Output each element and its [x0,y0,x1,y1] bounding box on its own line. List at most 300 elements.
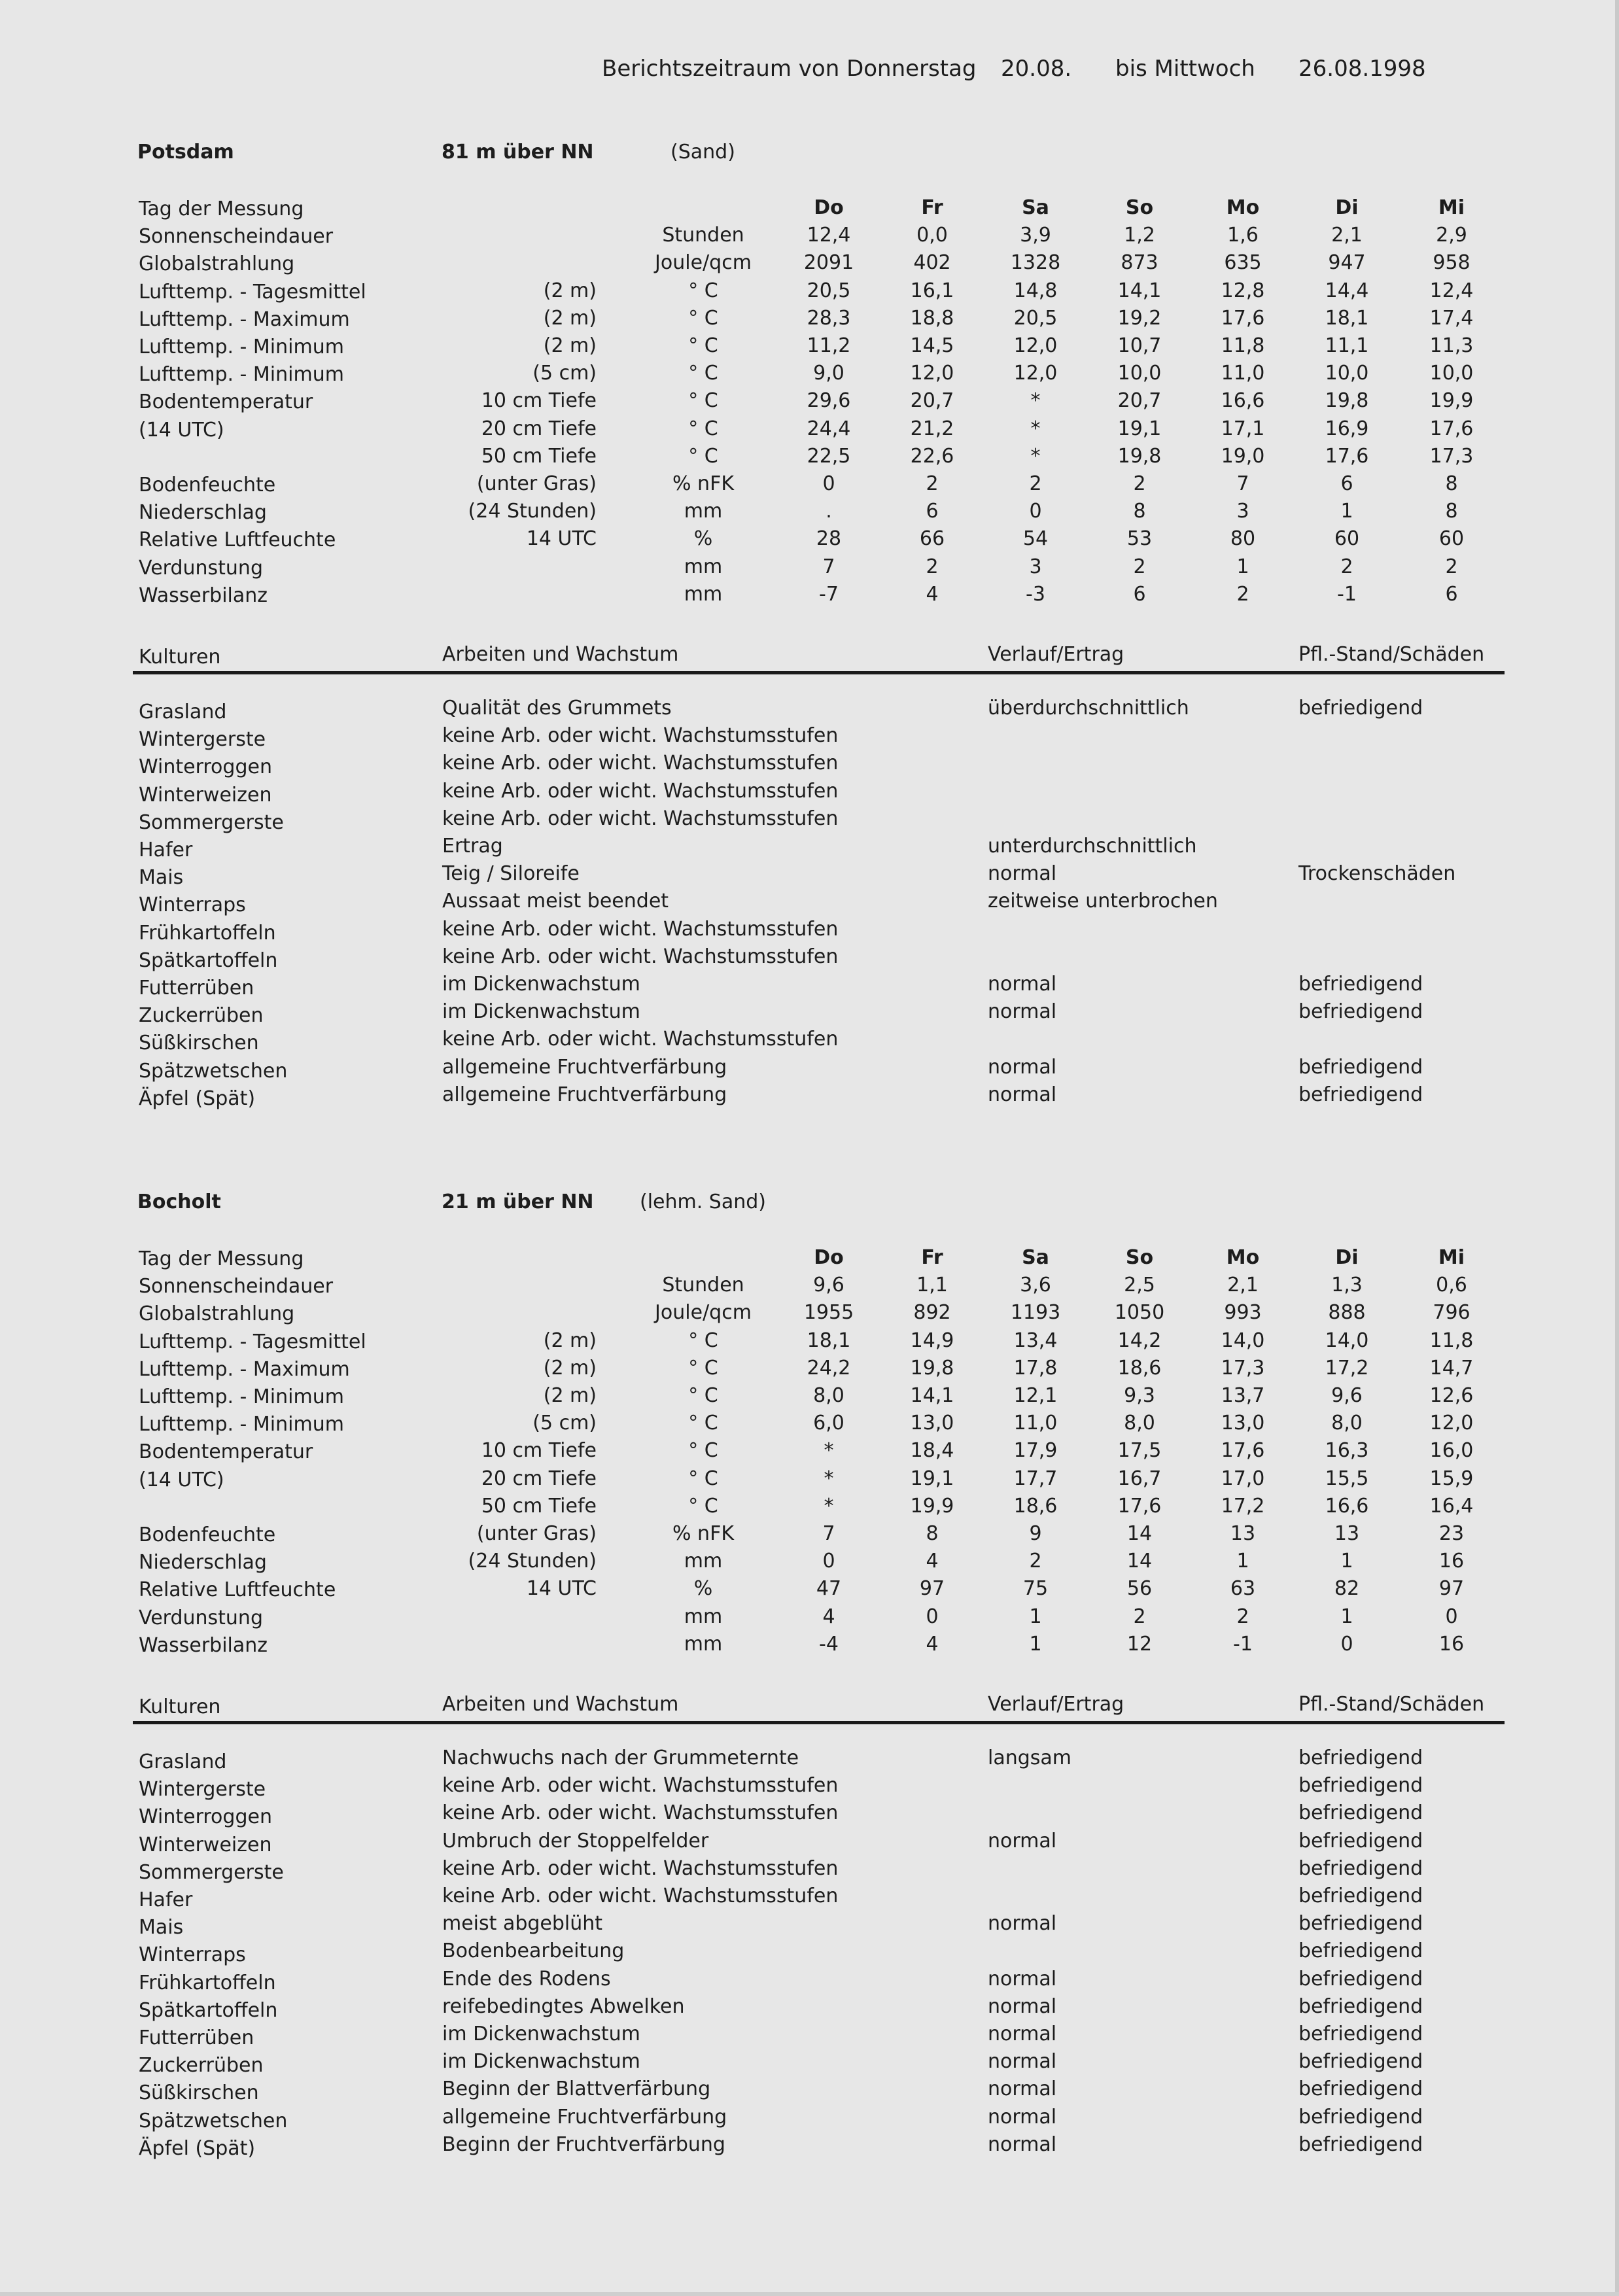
measure-value: 3,9 [1020,224,1051,247]
measure-unit: mm [684,1633,723,1656]
measure-value: 14,7 [1429,1357,1474,1380]
measure-unit: Joule/qcm [655,1301,752,1324]
crop-work: Beginn der Blattverfärbung [442,2078,711,2100]
measure-value: 18,6 [1117,1357,1162,1380]
measure-value: -3 [1026,583,1045,606]
measure-label: Lufttemp. - Minimum [139,363,344,386]
station-name: Potsdam [137,141,234,164]
measure-value: 17,6 [1325,445,1369,468]
measure-value: 6,0 [813,1412,844,1435]
crop-name: Zuckerrüben [139,1004,264,1027]
crop-name: Äpfel (Spät) [139,2137,256,2160]
measure-value: 16,9 [1325,417,1369,440]
measure-label: Relative Luftfeuchte [139,529,336,551]
measure-value: 17,4 [1429,307,1474,330]
measure-value: 873 [1121,251,1158,274]
measure-label: Bodenfeuchte [139,474,276,496]
crop-state: befriedigend [1298,2133,1423,2156]
measure-value: 60 [1334,527,1360,550]
measure-value: 20,5 [1013,307,1058,330]
day-header-mi: Mi [1438,1246,1465,1269]
crop-work: Beginn der Fruchtverfärbung [442,2133,725,2156]
measure-value: 12,0 [910,362,954,385]
measure-value: 17,3 [1429,445,1474,468]
measure-label: Lufttemp. - Minimum [139,1385,344,1408]
measure-value: 14,1 [1117,279,1162,302]
measure-condition: 50 cm Tiefe [481,445,597,468]
measure-value: 17,3 [1221,1357,1265,1380]
crop-name: Winterraps [139,1943,246,1966]
measure-value: 16,6 [1325,1495,1369,1518]
day-header-so: So [1125,196,1154,219]
measure-condition: (unter Gras) [476,472,597,495]
measure-value: 2 [1133,1605,1146,1628]
measure-value: 0,0 [916,224,948,247]
day-header-di: Di [1335,1246,1359,1269]
day-header-sa: Sa [1022,1246,1049,1269]
day-header-do: Do [814,196,844,219]
measure-value: 8,0 [1331,1412,1363,1435]
crop-name: Winterweizen [139,784,272,807]
measure-value: 97 [919,1577,945,1600]
crop-state: befriedigend [1298,697,1423,720]
measure-value: 958 [1433,251,1471,274]
day-header-label: Tag der Messung [139,198,304,220]
measure-value: 17,2 [1325,1357,1369,1380]
measure-label: Lufttemp. - Tagesmittel [139,281,366,304]
crop-work: keine Arb. oder wicht. Wachstumsstufen [442,918,839,941]
measure-value: 7 [822,555,835,578]
crop-state: befriedigend [1298,2106,1423,2129]
crop-name: Frühkartoffeln [139,922,276,945]
measure-value: 10,0 [1325,362,1369,385]
crop-work: allgemeine Fruchtverfärbung [442,2106,727,2129]
measure-value: 13 [1334,1522,1360,1545]
measure-value: 20,5 [807,279,851,302]
crop-state: befriedigend [1298,1056,1423,1079]
crop-header-rule [133,671,1505,674]
measure-value: 0 [1445,1605,1458,1628]
day-header-sa: Sa [1022,196,1049,219]
measure-condition: 10 cm Tiefe [481,389,597,412]
measure-label: Relative Luftfeuchte [139,1578,336,1601]
measure-value: 14,1 [910,1384,954,1407]
measure-value: 1 [1340,1605,1353,1628]
measure-value: 2,9 [1436,224,1467,247]
measure-label: Lufttemp. - Tagesmittel [139,1331,366,1353]
measure-value: 16,7 [1117,1467,1162,1490]
measure-value: 6 [1445,583,1458,606]
measure-value: 53 [1126,527,1153,550]
measure-value: 21,2 [910,417,954,440]
measure-unit: ° C [688,445,718,468]
crop-trend: normal [988,1830,1057,1852]
measure-value: 2 [1029,472,1042,495]
measure-value: 8,0 [1124,1412,1155,1435]
crop-name: Winterweizen [139,1834,272,1856]
measure-label: Lufttemp. - Maximum [139,1358,350,1381]
crop-trend: normal [988,2106,1057,2129]
crop-work: im Dickenwachstum [442,2023,640,2045]
crop-work: allgemeine Fruchtverfärbung [442,1056,727,1079]
crop-col-header-stand: Pfl.-Stand/Schäden [1298,1693,1485,1716]
crop-name: Mais [139,1916,184,1939]
measure-value: 23 [1438,1522,1465,1545]
crop-state: befriedigend [1298,1857,1423,1880]
measure-value: 2 [1133,555,1146,578]
crop-name: Grasland [139,701,227,723]
measure-value: 13,7 [1221,1384,1265,1407]
measure-condition: (5 cm) [532,1412,597,1435]
measure-unit: Stunden [662,224,744,247]
day-header-label: Tag der Messung [139,1247,304,1270]
measure-unit: ° C [688,1412,718,1435]
crop-name: Winterroggen [139,756,272,778]
measure-value: 1 [1029,1633,1042,1656]
measure-condition: (2 m) [543,334,597,357]
measure-value: 13,0 [1221,1412,1265,1435]
measure-value: 14,8 [1013,279,1058,302]
measure-value: 14 [1126,1550,1153,1573]
measure-label: Wasserbilanz [139,584,268,607]
measure-value: 22,6 [910,445,954,468]
crop-state: befriedigend [1298,1830,1423,1852]
measure-unit: % [693,1577,713,1600]
crop-state: befriedigend [1298,1000,1423,1023]
measure-unit: ° C [688,362,718,385]
measure-label: Verdunstung [139,1607,263,1629]
measure-value: * [824,1439,834,1462]
measure-label: Sonnenscheindauer [139,225,334,248]
measure-value: 66 [919,527,945,550]
measure-value: 12 [1126,1633,1153,1656]
measure-value: 4 [822,1605,835,1628]
crop-name: Spätzwetschen [139,2110,288,2132]
crop-trend: normal [988,2078,1057,2100]
measure-value: 14,4 [1325,279,1369,302]
crop-col-header-verlauf: Verlauf/Ertrag [988,1693,1124,1716]
measure-condition: 20 cm Tiefe [481,417,597,440]
measure-value: 1 [1029,1605,1042,1628]
measure-value: 10,0 [1429,362,1474,385]
measure-value: 10,0 [1117,362,1162,385]
crop-work: keine Arb. oder wicht. Wachstumsstufen [442,807,839,830]
measure-value: 20,7 [1117,389,1162,412]
crop-work: Qualität des Grummets [442,697,672,720]
measure-value: 12,0 [1013,334,1058,357]
crop-name: Frühkartoffeln [139,1972,276,1994]
crop-state: befriedigend [1298,1801,1423,1824]
measure-value: 19,8 [1325,389,1369,412]
measure-value: 17,9 [1013,1439,1058,1462]
day-header-mo: Mo [1226,1246,1260,1269]
crop-col-header-arbeiten: Arbeiten und Wachstum [442,643,679,666]
measure-value: 3 [1236,500,1249,523]
measure-unit: mm [684,500,723,523]
measure-unit: ° C [688,1467,718,1490]
crop-name: Sommergerste [139,811,284,834]
measure-value: 19,1 [910,1467,954,1490]
measure-label: Lufttemp. - Minimum [139,336,344,358]
measure-value: -1 [1233,1633,1253,1656]
measure-value: 17,6 [1221,307,1265,330]
crop-work: im Dickenwachstum [442,973,640,996]
crop-work: im Dickenwachstum [442,1000,640,1023]
measure-value: 29,6 [807,389,851,412]
measure-value: 1,6 [1227,224,1259,247]
measure-value: 22,5 [807,445,851,468]
measure-value: 2 [1029,1550,1042,1573]
measure-value: 19,9 [1429,389,1474,412]
measure-value: 4 [926,1550,939,1573]
measure-unit: ° C [688,1329,718,1352]
crop-name: Futterrüben [139,977,254,1000]
crop-col-header-stand: Pfl.-Stand/Schäden [1298,643,1485,666]
crop-work: keine Arb. oder wicht. Wachstumsstufen [442,752,839,774]
measure-value: 16,4 [1429,1495,1474,1518]
measure-value: 17,8 [1013,1357,1058,1380]
crop-work: Ende des Rodens [442,1968,611,1991]
scan-edge-right [1615,0,1619,2296]
crop-work: Aussaat meist beendet [442,890,669,913]
measure-label: Bodentemperatur [139,1440,313,1463]
measure-value: 1 [1340,1550,1353,1573]
measure-unit: ° C [688,389,718,412]
crop-trend: normal [988,1000,1057,1023]
measure-value: 16 [1438,1550,1465,1573]
measure-label: Globalstrahlung [139,1302,295,1325]
measure-condition: (24 Stunden) [468,1550,597,1573]
measure-value: * [824,1495,834,1518]
measure-value: -1 [1337,583,1357,606]
measure-value: 24,4 [807,417,851,440]
measure-value: 2,5 [1124,1274,1155,1296]
crop-work: keine Arb. oder wicht. Wachstumsstufen [442,945,839,968]
measure-unit: mm [684,1550,723,1573]
crop-state: befriedigend [1298,1968,1423,1991]
measure-value: 17,7 [1013,1467,1058,1490]
measure-value: 10,7 [1117,334,1162,357]
measure-value: 892 [913,1301,951,1324]
measure-value: 1 [1340,500,1353,523]
measure-value: 12,6 [1429,1384,1474,1407]
measure-value: 11,8 [1221,334,1265,357]
crop-name: Winterroggen [139,1805,272,1828]
crop-name: Mais [139,866,184,889]
measure-condition: (2 m) [543,1384,597,1407]
measure-value: 6 [926,500,939,523]
measure-condition: (2 m) [543,279,597,302]
day-header-fr: Fr [921,196,943,219]
crop-work: keine Arb. oder wicht. Wachstumsstufen [442,1857,839,1880]
crop-state: befriedigend [1298,1885,1423,1907]
measure-value: 17,0 [1221,1467,1265,1490]
measure-value: 56 [1126,1577,1153,1600]
measure-unit: Joule/qcm [655,251,752,274]
measure-label: (14 UTC) [139,1469,224,1491]
measure-value: 17,6 [1429,417,1474,440]
measure-value: 14,2 [1117,1329,1162,1352]
measure-value: 82 [1334,1577,1360,1600]
crop-work: keine Arb. oder wicht. Wachstumsstufen [442,1028,839,1051]
crop-work: keine Arb. oder wicht. Wachstumsstufen [442,1774,839,1797]
measure-value: 12,1 [1013,1384,1058,1407]
crop-state: befriedigend [1298,2050,1423,2073]
measure-value: 75 [1022,1577,1049,1600]
day-header-so: So [1125,1246,1154,1269]
crop-name: Spätzwetschen [139,1060,288,1083]
measure-value: 1955 [803,1301,854,1324]
crop-trend: normal [988,862,1057,885]
measure-unit: ° C [688,279,718,302]
crop-state: befriedigend [1298,2023,1423,2045]
measure-label: Lufttemp. - Minimum [139,1413,344,1436]
measure-value: 11,2 [807,334,851,357]
measure-label: Verdunstung [139,557,263,580]
measure-condition: 14 UTC [526,527,597,550]
measure-value: 15,9 [1429,1467,1474,1490]
measure-label: Sonnenscheindauer [139,1275,334,1298]
crop-trend: unterdurchschnittlich [988,835,1197,858]
measure-value: 17,5 [1117,1439,1162,1462]
measure-value: 16,0 [1429,1439,1474,1462]
measure-condition: (2 m) [543,1329,597,1352]
measure-value: 635 [1224,251,1262,274]
measure-value: 0 [1029,500,1042,523]
measure-value: 2 [1236,1605,1249,1628]
crop-name: Süßkirschen [139,1032,259,1054]
measure-value: 15,5 [1325,1467,1369,1490]
crop-state: befriedigend [1298,2078,1423,2100]
measure-value: 17,6 [1117,1495,1162,1518]
measure-value: 1328 [1010,251,1061,274]
measure-value: 11,8 [1429,1329,1474,1352]
measure-unit: ° C [688,417,718,440]
crop-work: keine Arb. oder wicht. Wachstumsstufen [442,780,839,803]
measure-value: 97 [1438,1577,1465,1600]
crop-state: Trockenschäden [1298,862,1456,885]
measure-value: 2 [1445,555,1458,578]
measure-condition: (unter Gras) [476,1522,597,1545]
station-soil: (lehm. Sand) [640,1191,766,1213]
period-date-from: 20.08. [1001,56,1072,82]
crop-name: Winterraps [139,894,246,916]
measure-condition: 20 cm Tiefe [481,1467,597,1490]
measure-value: 0 [926,1605,939,1628]
crop-work: Umbruch der Stoppelfelder [442,1830,709,1852]
measure-value: 12,4 [1429,279,1474,302]
crop-work: im Dickenwachstum [442,2050,640,2073]
measure-condition: 50 cm Tiefe [481,1495,597,1518]
measure-value: 14,0 [1325,1329,1369,1352]
crop-work: keine Arb. oder wicht. Wachstumsstufen [442,724,839,747]
measure-value: 0 [822,472,835,495]
station-soil: (Sand) [670,141,735,164]
measure-value: 14,0 [1221,1329,1265,1352]
measure-condition: (24 Stunden) [468,500,597,523]
measure-value: 7 [1236,472,1249,495]
crop-work: keine Arb. oder wicht. Wachstumsstufen [442,1801,839,1824]
crop-col-header-kulturen: Kulturen [139,1696,221,1718]
crop-state: befriedigend [1298,1995,1423,2018]
crop-state: befriedigend [1298,1083,1423,1106]
measure-label: Wasserbilanz [139,1634,268,1657]
measure-value: 19,0 [1221,445,1265,468]
measure-value: 9,6 [1331,1384,1363,1407]
measure-value: 1,3 [1331,1274,1363,1296]
crop-state: befriedigend [1298,1912,1423,1935]
measure-unit: ° C [688,1357,718,1380]
measure-value: 2 [1133,472,1146,495]
crop-work: Nachwuchs nach der Grummeternte [442,1747,799,1769]
measure-label: Niederschlag [139,501,267,524]
measure-value: 28 [816,527,842,550]
measure-value: 47 [816,1577,842,1600]
measure-value: 19,8 [910,1357,954,1380]
measure-value: 16,3 [1325,1439,1369,1462]
measure-label: (14 UTC) [139,419,224,442]
crop-work: meist abgeblüht [442,1912,603,1935]
measure-value: 18,1 [807,1329,851,1352]
measure-condition: (5 cm) [532,362,597,385]
measure-value: 9,3 [1124,1384,1155,1407]
day-header-do: Do [814,1246,844,1269]
measure-value: 993 [1224,1301,1262,1324]
crop-trend: normal [988,1968,1057,1991]
measure-value: 14 [1126,1522,1153,1545]
measure-value: 3,6 [1020,1274,1051,1296]
measure-unit: Stunden [662,1274,744,1296]
measure-value: 0,6 [1436,1274,1467,1296]
measure-condition: (2 m) [543,1357,597,1380]
measure-value: 1193 [1010,1301,1061,1324]
crop-name: Zuckerrüben [139,2054,264,2077]
measure-value: 60 [1438,527,1465,550]
measure-value: 2 [926,555,939,578]
measure-value: 402 [913,251,951,274]
measure-value: 54 [1022,527,1049,550]
measure-value: 11,0 [1013,1412,1058,1435]
crop-name: Futterrüben [139,2026,254,2049]
measure-value: 11,1 [1325,334,1369,357]
crop-name: Hafer [139,1888,193,1911]
crop-trend: normal [988,973,1057,996]
measure-value: 1050 [1114,1301,1165,1324]
period-label: Berichtszeitraum von Donnerstag [602,56,977,82]
measure-value: 16,6 [1221,389,1265,412]
crop-work: Bodenbearbeitung [442,1939,625,1962]
crop-trend: normal [988,1995,1057,2018]
crop-name: Wintergerste [139,728,266,751]
measure-label: Bodenfeuchte [139,1523,276,1546]
measure-condition: 10 cm Tiefe [481,1439,597,1462]
measure-value: 16 [1438,1633,1465,1656]
measure-value: * [1030,445,1041,468]
measure-unit: mm [684,1605,723,1628]
day-header-fr: Fr [921,1246,943,1269]
measure-value: 19,2 [1117,307,1162,330]
measure-label: Lufttemp. - Maximum [139,308,350,331]
crop-trend: langsam [988,1747,1072,1769]
measure-value: 13 [1230,1522,1256,1545]
crop-name: Wintergerste [139,1778,266,1801]
measure-value: 12,4 [807,224,851,247]
measure-value: 2,1 [1331,224,1363,247]
crop-work: keine Arb. oder wicht. Wachstumsstufen [442,1885,839,1907]
measure-unit: ° C [688,334,718,357]
measure-unit: ° C [688,1495,718,1518]
measure-value: 947 [1328,251,1366,274]
